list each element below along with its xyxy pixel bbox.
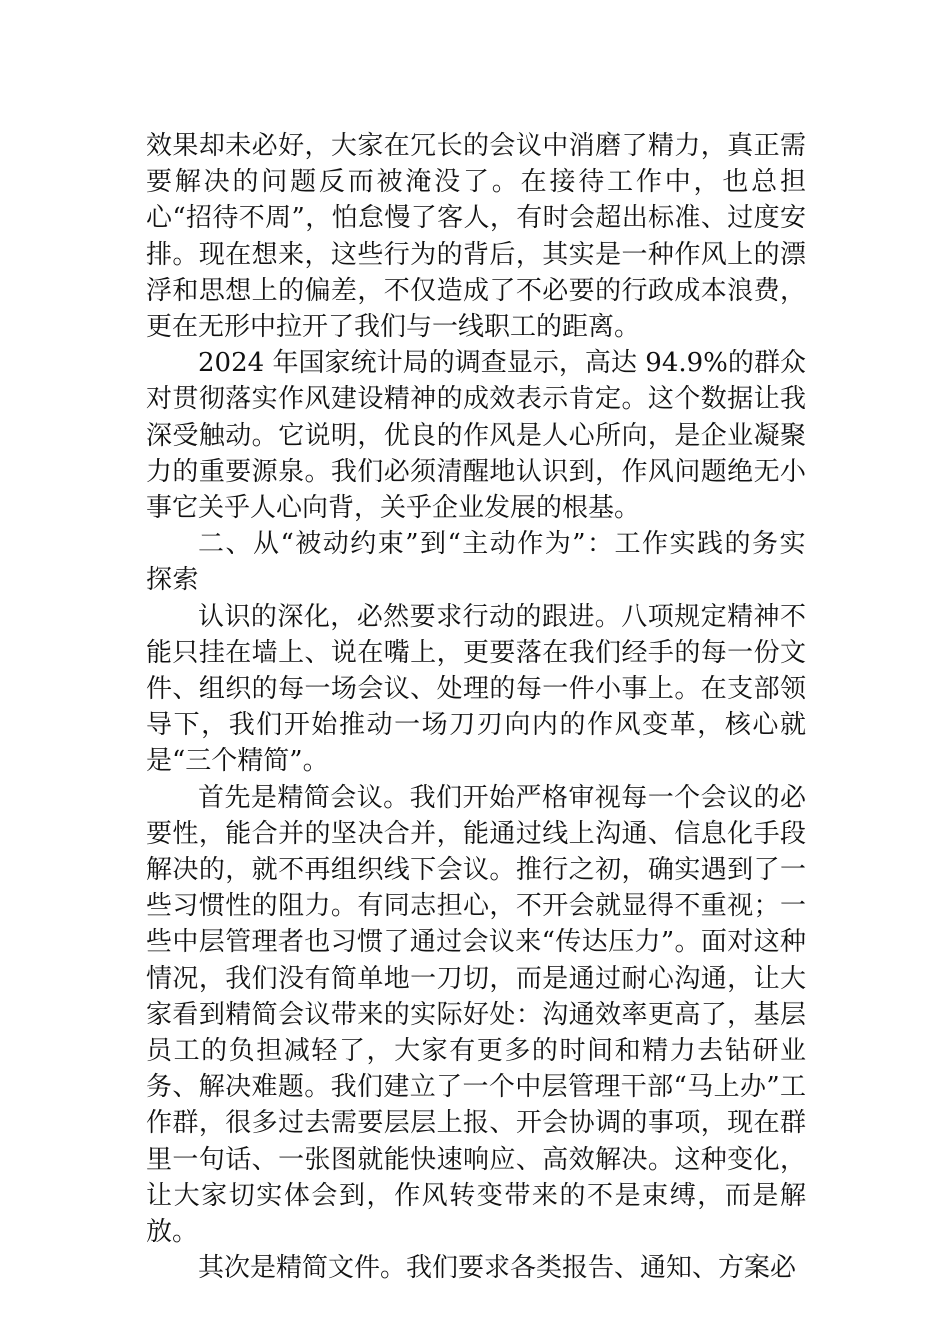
paragraph-continued: 效果却未必好，大家在冗长的会议中消磨了精力，真正需要解决的问题反而被淹没了。在接待工作中，也总担心“招待不周”，怕怠慢了客人，有时会超出标准、过度安排。现在想来，这些行为的背后，其实是一种作风上的漂浮和思想上的偏差，不仅造成了不必要的行政成本浪费，更在无形中拉开了我们与一线职工的距离。 (146, 131, 806, 343)
section-heading: 二、从“被动约束”到“主动作为”：工作实践的务实探索 (146, 529, 806, 596)
paragraph-documents: 其次是精简文件。我们要求各类报告、通知、方案必 (198, 1253, 797, 1284)
paragraph-action: 认识的深化，必然要求行动的跟进。八项规定精神不能只挂在墙上、说在嘴上，更要落在我们经手的每一份文件、组织的每一场会议、处理的每一件小事上。在支部领导下，我们开始推动一场刀刃向内的作风变革，核心就是“三个精简”。 (146, 601, 806, 777)
paragraph-meetings: 首先是精简会议。我们开始严格审视每一个会议的必要性，能合并的坚决合并，能通过线上沟通、信息化手段解决的，就不再组织线下会议。推行之初，确实遇到了一些习惯性的阻力。有同志担心，不开会就显得不重视；一些中层管理者也习惯了通过会议来“传达压力”。面对这种情况，我们没有简单地一刀切，而是通过耐心沟通，让大家看到精简会议带来的实际好处：沟通效率更高了，基层员工的负担减轻了，大家有更多的时间和精力去钻研业务、解决难题。我们建立了一个中层管理干部“马上办”工作群，很多过去需要层层上报、开会协调的事项，现在群里一句话、一张图就能快速响应、高效解决。这种变化，让大家切实体会到，作风转变带来的不是束缚，而是解放。 (146, 782, 806, 1248)
paragraph-statistics: 2024 年国家统计局的调查显示，高达 94.9%的群众对贯彻落实作风建设精神的成效表示肯定。这个数据让我深受触动。它说明，优良的作风是人心所向，是企业凝聚力的重要源泉。我们必须清醒地认识到，作风问题绝无小事它关乎人心向背，关乎企业发展的根基。 (146, 348, 806, 524)
document-page (146, 128, 806, 1287)
